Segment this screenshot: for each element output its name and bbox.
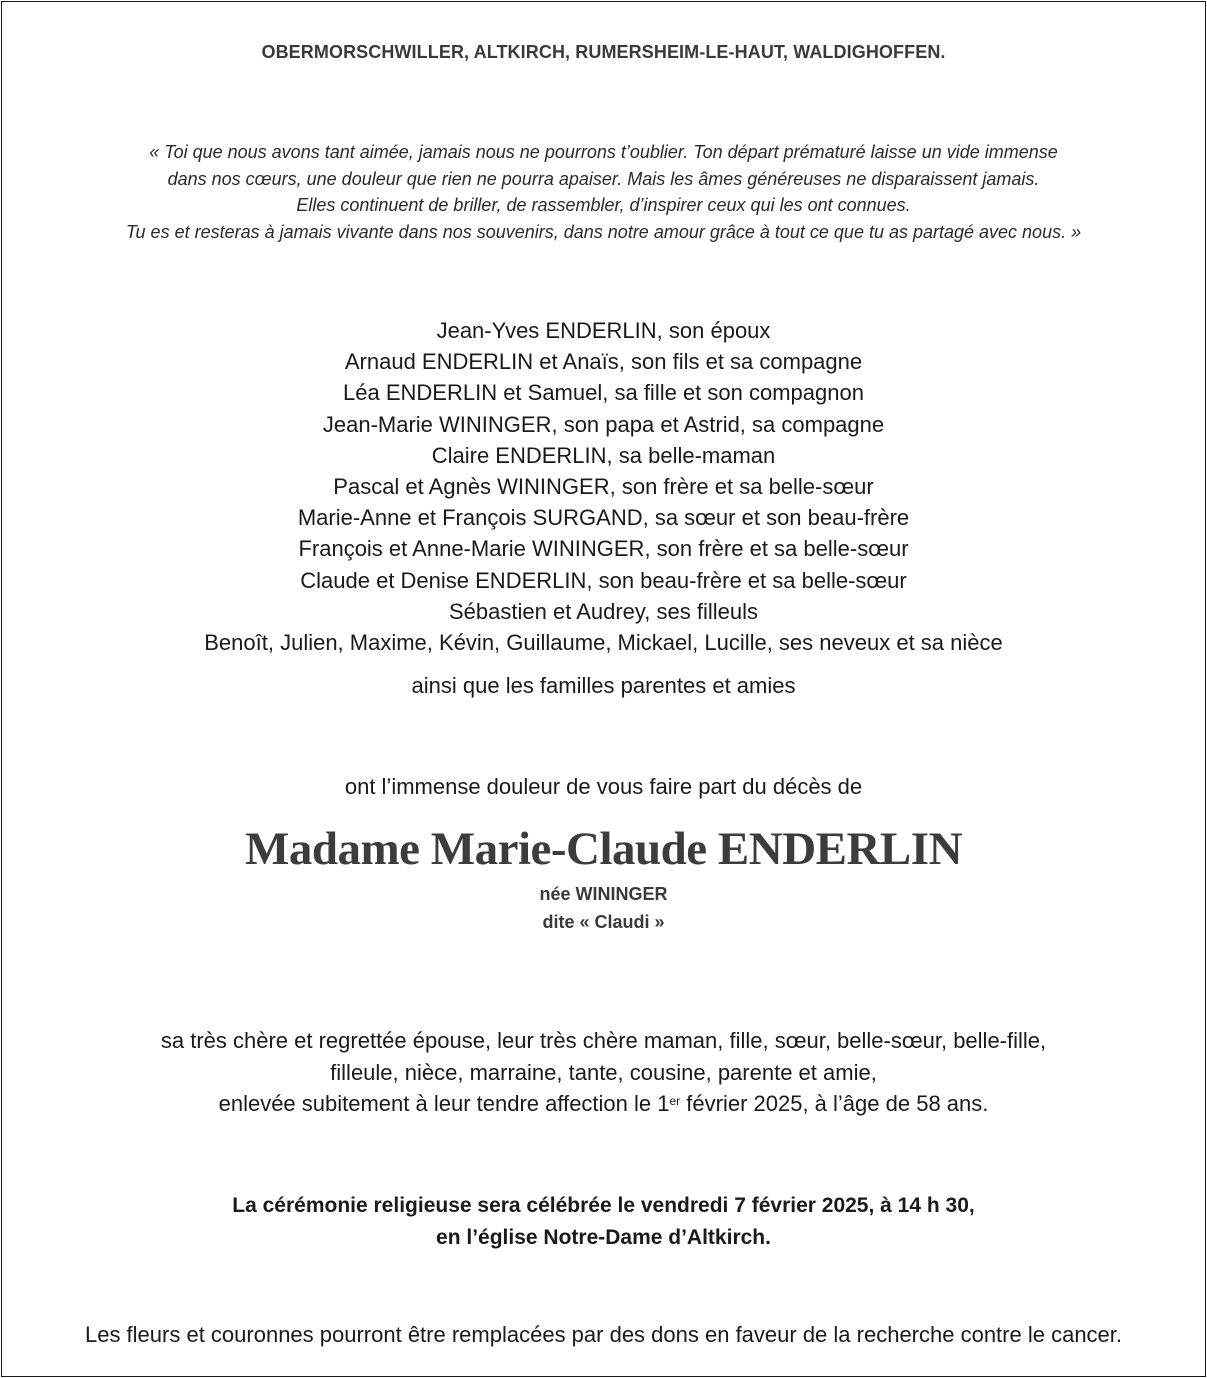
- family-member: François et Anne-Marie WININGER, son frère et sa belle-sœur: [298, 536, 909, 562]
- family-member: Pascal et Agnès WININGER, son frère et sa belle-sœur: [333, 474, 874, 500]
- flowers-note: Les fleurs et couronnes pourront être remplacées par des dons en faveur de la recherche contre le cancer.: [84, 1322, 1123, 1347]
- quote-line: « Toi que nous avons tant aimée, jamais nous ne pourrons t’oublier. Ton départ prématuré laisse un vide immense: [149, 142, 1058, 162]
- towns-heading: OBERMORSCHWILLER, ALTKIRCH, RUMERSHEIM-LE-HAUT, WALDIGHOFFEN.: [261, 42, 946, 62]
- ceremony-line: La cérémonie religieuse sera célébrée le vendredi 7 février 2025, à 14 h 30,: [232, 1194, 975, 1217]
- family-member: Sébastien et Audrey, ses filleuls: [449, 598, 758, 624]
- ordinal-suffix: er: [669, 1094, 681, 1108]
- family-member: Claire ENDERLIN, sa belle-maman: [431, 442, 776, 468]
- family-member: Arnaud ENDERLIN et Anaïs, son fils et sa compagne: [344, 349, 863, 375]
- ceremony-line: en l’église Notre-Dame d’Altkirch.: [436, 1226, 771, 1249]
- quote-line: Tu es et resteras à jamais vivante dans nos souvenirs, dans notre amour grâce à tout ce que tu as partagé avec nous. »: [125, 221, 1082, 242]
- description-text: enlevée subitement à leur tendre affection le 1: [218, 1091, 670, 1116]
- description-line: filleule, nièce, marraine, tante, cousine, parente et amie,: [330, 1059, 877, 1085]
- family-member: Jean-Yves ENDERLIN, son époux: [436, 318, 771, 343]
- family-member: Claude et Denise ENDERLIN, son beau-frère et sa belle-sœur: [300, 567, 907, 593]
- announcement-intro: ont l’immense douleur de vous faire part du décès de: [344, 774, 863, 799]
- family-member: Léa ENDERLIN et Samuel, sa fille et son compagnon: [343, 380, 864, 406]
- family-member: Benoît, Julien, Maxime, Kévin, Guillaume, Mickael, Lucille, ses neveux et sa nièce: [204, 630, 1003, 656]
- nickname: dite « Claudi »: [542, 912, 665, 932]
- description-text: février 2025, à l’âge de 58 ans.: [680, 1091, 989, 1116]
- family-list: [0, 315, 1207, 658]
- memorial-quote: [0, 139, 1207, 245]
- maiden-name: née WININGER: [539, 884, 668, 904]
- ceremony-info: [0, 1190, 1207, 1254]
- description-line: sa très chère et regrettée épouse, leur très chère maman, fille, sœur, belle-sœur, belle-fille,: [160, 1028, 1047, 1053]
- relatives-line: ainsi que les familles parentes et amies: [411, 673, 796, 698]
- deceased-name: Madame Marie-Claude ENDERLIN: [244, 823, 963, 875]
- family-member: Jean-Marie WININGER, son papa et Astrid, sa compagne: [322, 411, 885, 437]
- quote-line: dans nos cœurs, une douleur que rien ne pourra apaiser. Mais les âmes généreuses ne disparaissent jamais.: [167, 168, 1040, 189]
- deceased-description: [0, 1025, 1207, 1120]
- description-line: [0, 1088, 1207, 1120]
- family-member: Marie-Anne et François SURGAND, sa sœur et son beau-frère: [297, 505, 910, 531]
- quote-line: Elles continuent de briller, de rassembler, d’inspirer ceux qui les ont connues.: [296, 195, 911, 215]
